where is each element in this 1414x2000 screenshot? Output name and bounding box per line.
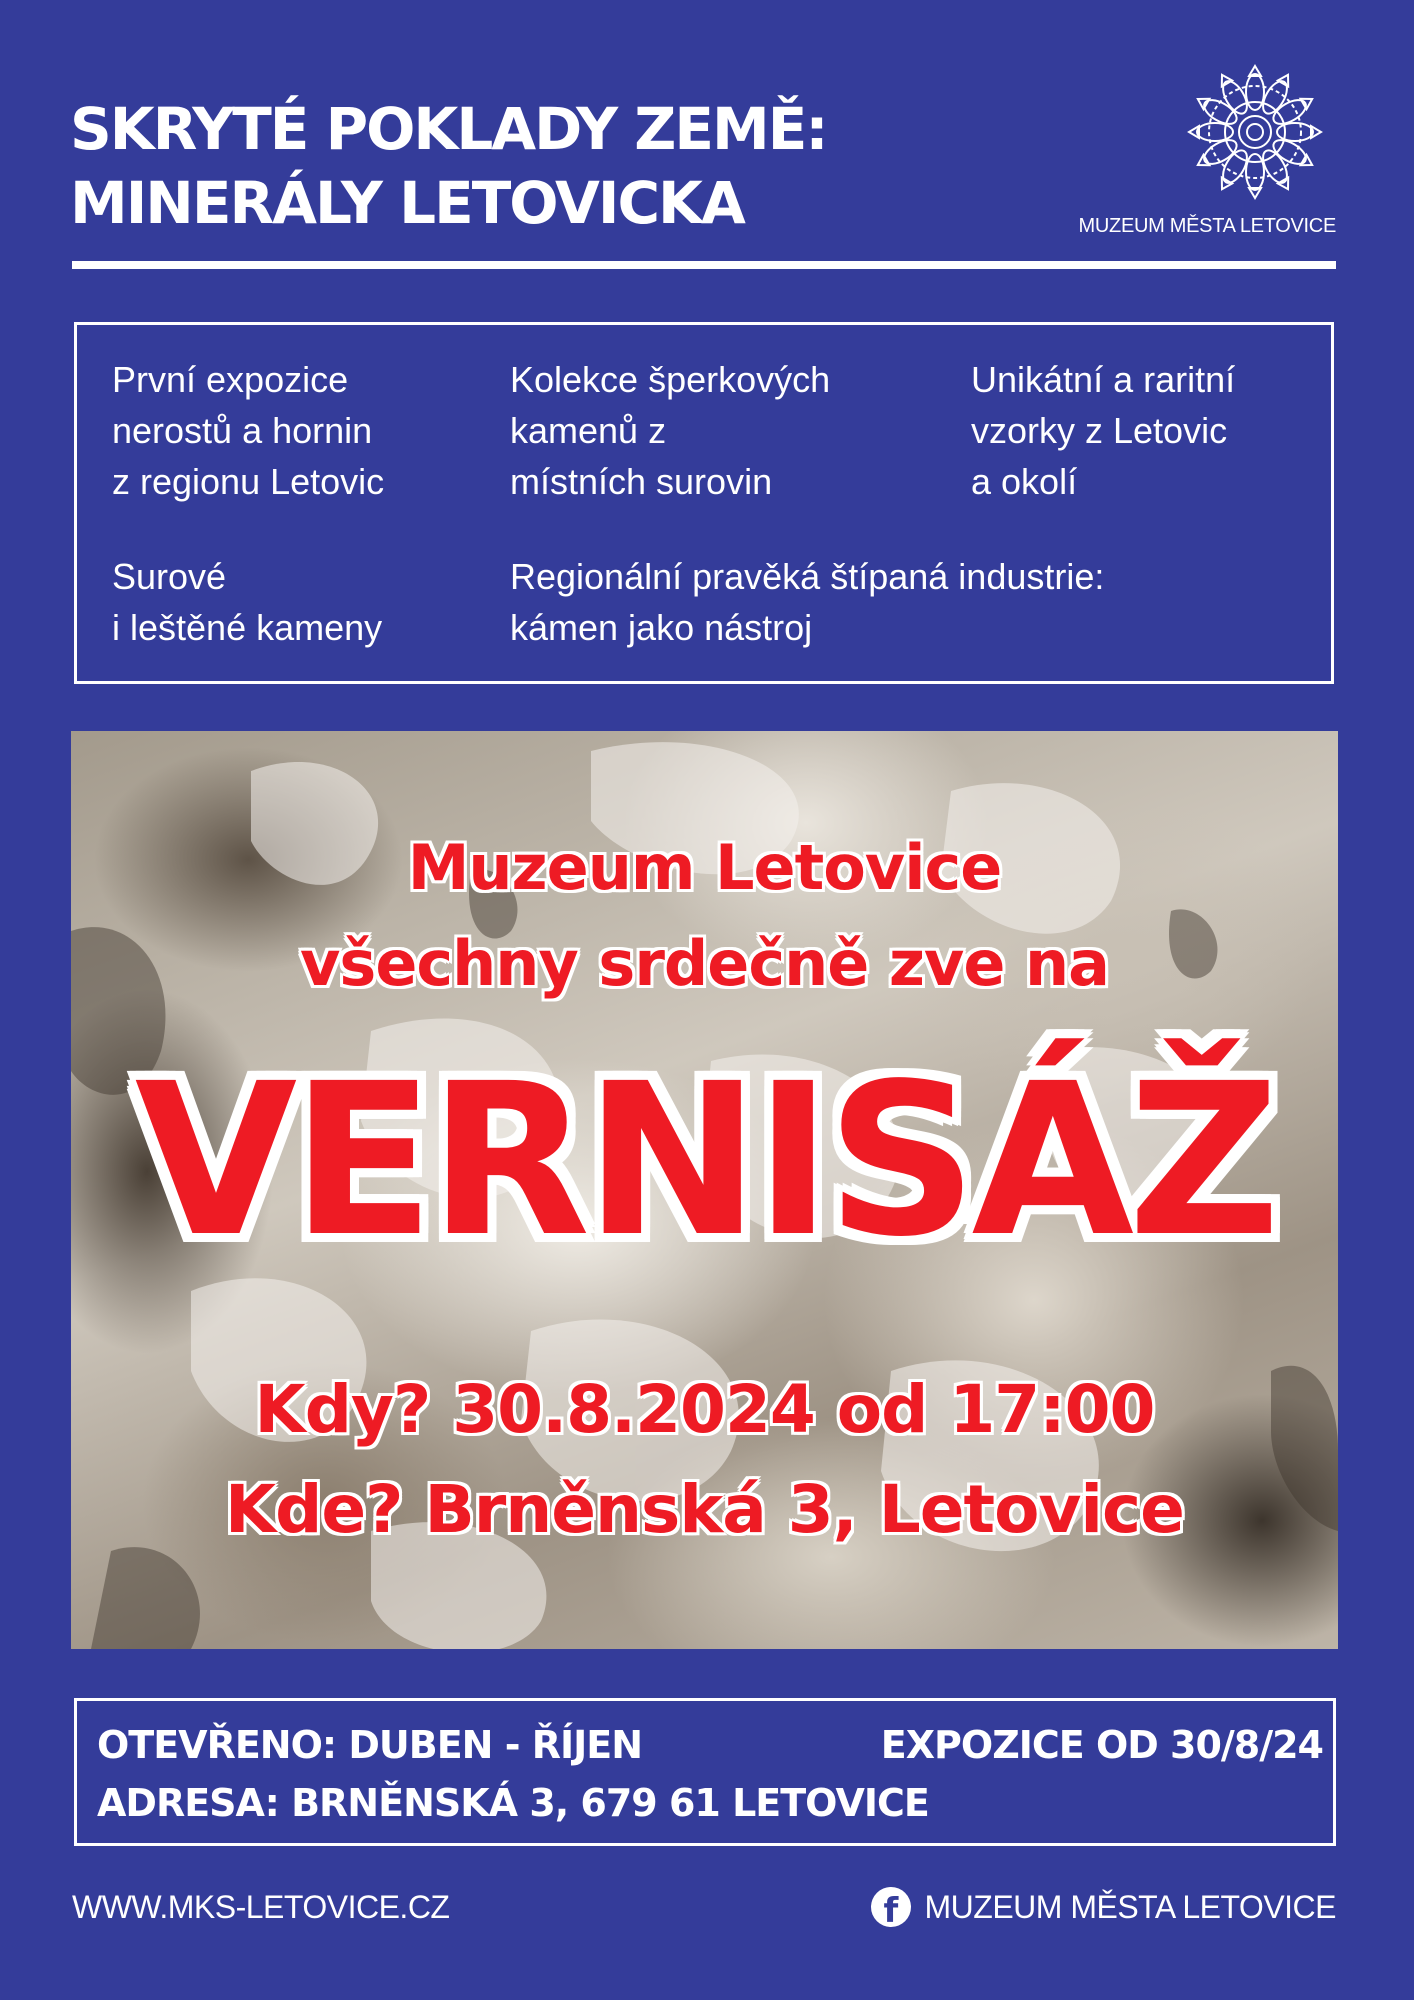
invite-line-2: všechny srdečně zve na bbox=[300, 927, 1109, 1000]
website-link[interactable]: WWW.MKS-LETOVICE.CZ bbox=[72, 1889, 450, 1925]
title-line-1: SKRYTÉ POKLADY ZEMĚ: bbox=[70, 95, 827, 163]
poster-title bbox=[70, 92, 827, 240]
address: ADRESA: BRNĚNSKÁ 3, 679 61 LETOVICE bbox=[97, 1781, 929, 1825]
vernisaz-headline: VERNISÁŽ bbox=[134, 1038, 1275, 1283]
facebook-label: MUZEUM MĚSTA LETOVICE bbox=[924, 1888, 1336, 1925]
feature-item: První expozice nerostů a hornin z regionu Letovic bbox=[112, 359, 385, 502]
features-box bbox=[74, 322, 1334, 684]
mandala-logo-icon bbox=[1185, 62, 1325, 202]
minerals-photo bbox=[71, 731, 1338, 1649]
invite-line-1: Muzeum Letovice bbox=[407, 831, 1002, 904]
logo-caption: MUZEUM MĚSTA LETOVICE bbox=[1078, 215, 1336, 237]
event-date: Kdy? 30.8.2024 od 17:00 bbox=[254, 1371, 1155, 1448]
feature-item: Surové i leštěné kameny bbox=[112, 556, 383, 648]
title-line-2: MINERÁLY LETOVICKA bbox=[70, 169, 744, 237]
feature-item: Unikátní a raritní vzorky z Letovic a okolí bbox=[971, 359, 1236, 502]
event-location: Kde? Brněnská 3, Letovice bbox=[225, 1471, 1184, 1548]
facebook-link[interactable] bbox=[871, 1885, 1336, 1929]
feature-item: Kolekce šperkových kamenů z místních surovin bbox=[510, 359, 831, 502]
exhibition-date: EXPOZICE OD 30/8/24 bbox=[880, 1723, 1323, 1767]
facebook-icon: f bbox=[871, 1887, 911, 1927]
opening-hours: OTEVŘENO: DUBEN - ŘÍJEN bbox=[97, 1723, 642, 1767]
feature-item: Regionální pravěká štípaná industrie: kámen jako nástroj bbox=[510, 556, 1105, 648]
info-box bbox=[74, 1698, 1336, 1846]
title-divider bbox=[72, 261, 1336, 269]
